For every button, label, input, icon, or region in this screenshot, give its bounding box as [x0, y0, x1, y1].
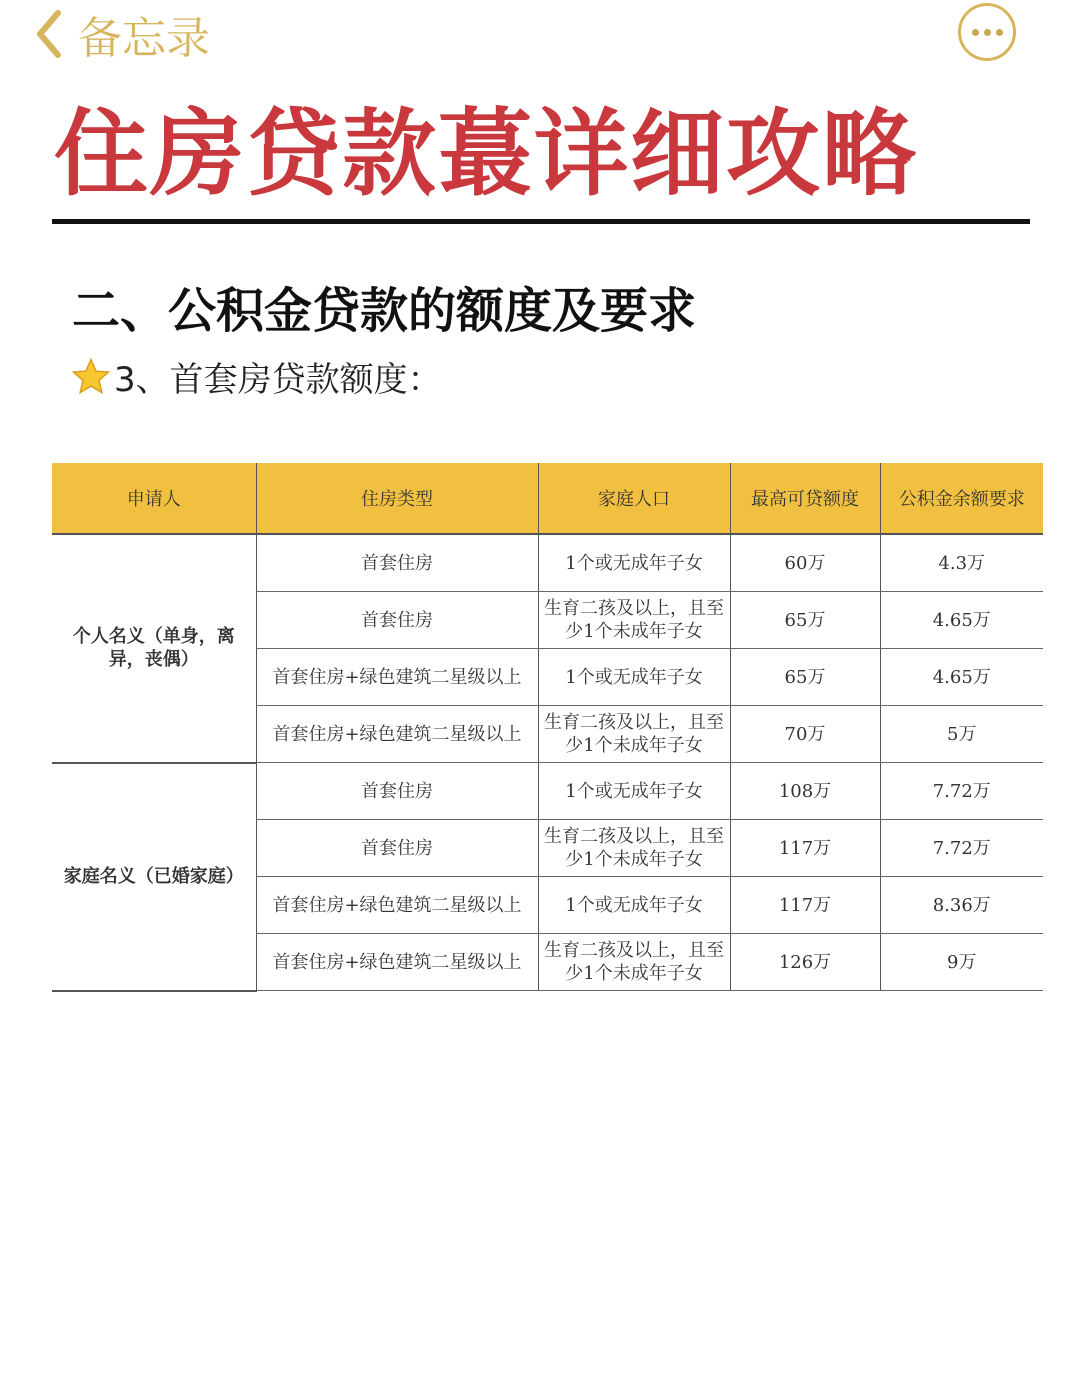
subsection-text: 3、首套房贷款额度：: [114, 360, 442, 400]
table-cell: 65万: [730, 649, 880, 706]
star-icon: [70, 356, 112, 398]
back-button[interactable]: [34, 2, 210, 66]
more-icon: [972, 29, 979, 36]
table-cell: 108万: [730, 763, 880, 820]
subsection-heading: [70, 352, 442, 401]
page-title: 住房贷款蕞详细攻略: [54, 100, 919, 209]
table-cell: 首套住房: [256, 820, 538, 877]
column-header: 最高可贷额度: [730, 463, 880, 534]
table-cell: 1个或无成年子女: [538, 534, 730, 592]
back-label: 备忘录: [78, 13, 210, 64]
divider: [52, 219, 1030, 224]
table-cell: 首套住房+绿色建筑二星级以上: [256, 649, 538, 706]
table-cell: 9万: [880, 934, 1043, 991]
column-header: 申请人: [52, 463, 256, 534]
table-cell: 7.72万: [880, 820, 1043, 877]
more-button[interactable]: [958, 3, 1016, 61]
table-cell: 7.72万: [880, 763, 1043, 820]
table-cell: 首套住房: [256, 592, 538, 649]
more-icon-dot: [984, 29, 991, 36]
table-cell: 5万: [880, 706, 1043, 763]
table-cell: 生育二孩及以上，且至少1个未成年子女: [538, 592, 730, 649]
table-header: [52, 463, 1043, 534]
table-cell: 生育二孩及以上，且至少1个未成年子女: [538, 706, 730, 763]
table-cell: 117万: [730, 877, 880, 934]
table-cell: 60万: [730, 534, 880, 592]
loan-table: [52, 463, 1043, 992]
table-cell: 70万: [730, 706, 880, 763]
table-cell: 4.65万: [880, 649, 1043, 706]
column-header: 住房类型: [256, 463, 538, 534]
table-cell: 8.36万: [880, 877, 1043, 934]
applicant-cell: 个人名义（单身，离异，丧偶）: [52, 534, 256, 763]
table-cell: 4.65万: [880, 592, 1043, 649]
section-heading: 二、公积金贷款的额度及要求: [72, 283, 697, 339]
table-cell: 1个或无成年子女: [538, 649, 730, 706]
chevron-left-icon: [34, 9, 64, 59]
table-row: [52, 763, 1043, 820]
table-cell: 117万: [730, 820, 880, 877]
more-icon-dot: [996, 29, 1003, 36]
column-header: 家庭人口: [538, 463, 730, 534]
table-cell: 首套住房: [256, 534, 538, 592]
table-cell: 生育二孩及以上，且至少1个未成年子女: [538, 934, 730, 991]
column-header: 公积金余额要求: [880, 463, 1043, 534]
table-row: [52, 534, 1043, 592]
table-cell: 首套住房+绿色建筑二星级以上: [256, 877, 538, 934]
applicant-cell: 家庭名义（已婚家庭）: [52, 763, 256, 991]
table-cell: 生育二孩及以上，且至少1个未成年子女: [538, 820, 730, 877]
table-cell: 首套住房: [256, 763, 538, 820]
table-cell: 首套住房+绿色建筑二星级以上: [256, 934, 538, 991]
table-cell: 首套住房+绿色建筑二星级以上: [256, 706, 538, 763]
table-cell: 1个或无成年子女: [538, 877, 730, 934]
table-cell: 4.3万: [880, 534, 1043, 592]
table-cell: 1个或无成年子女: [538, 763, 730, 820]
table-cell: 126万: [730, 934, 880, 991]
table-cell: 65万: [730, 592, 880, 649]
